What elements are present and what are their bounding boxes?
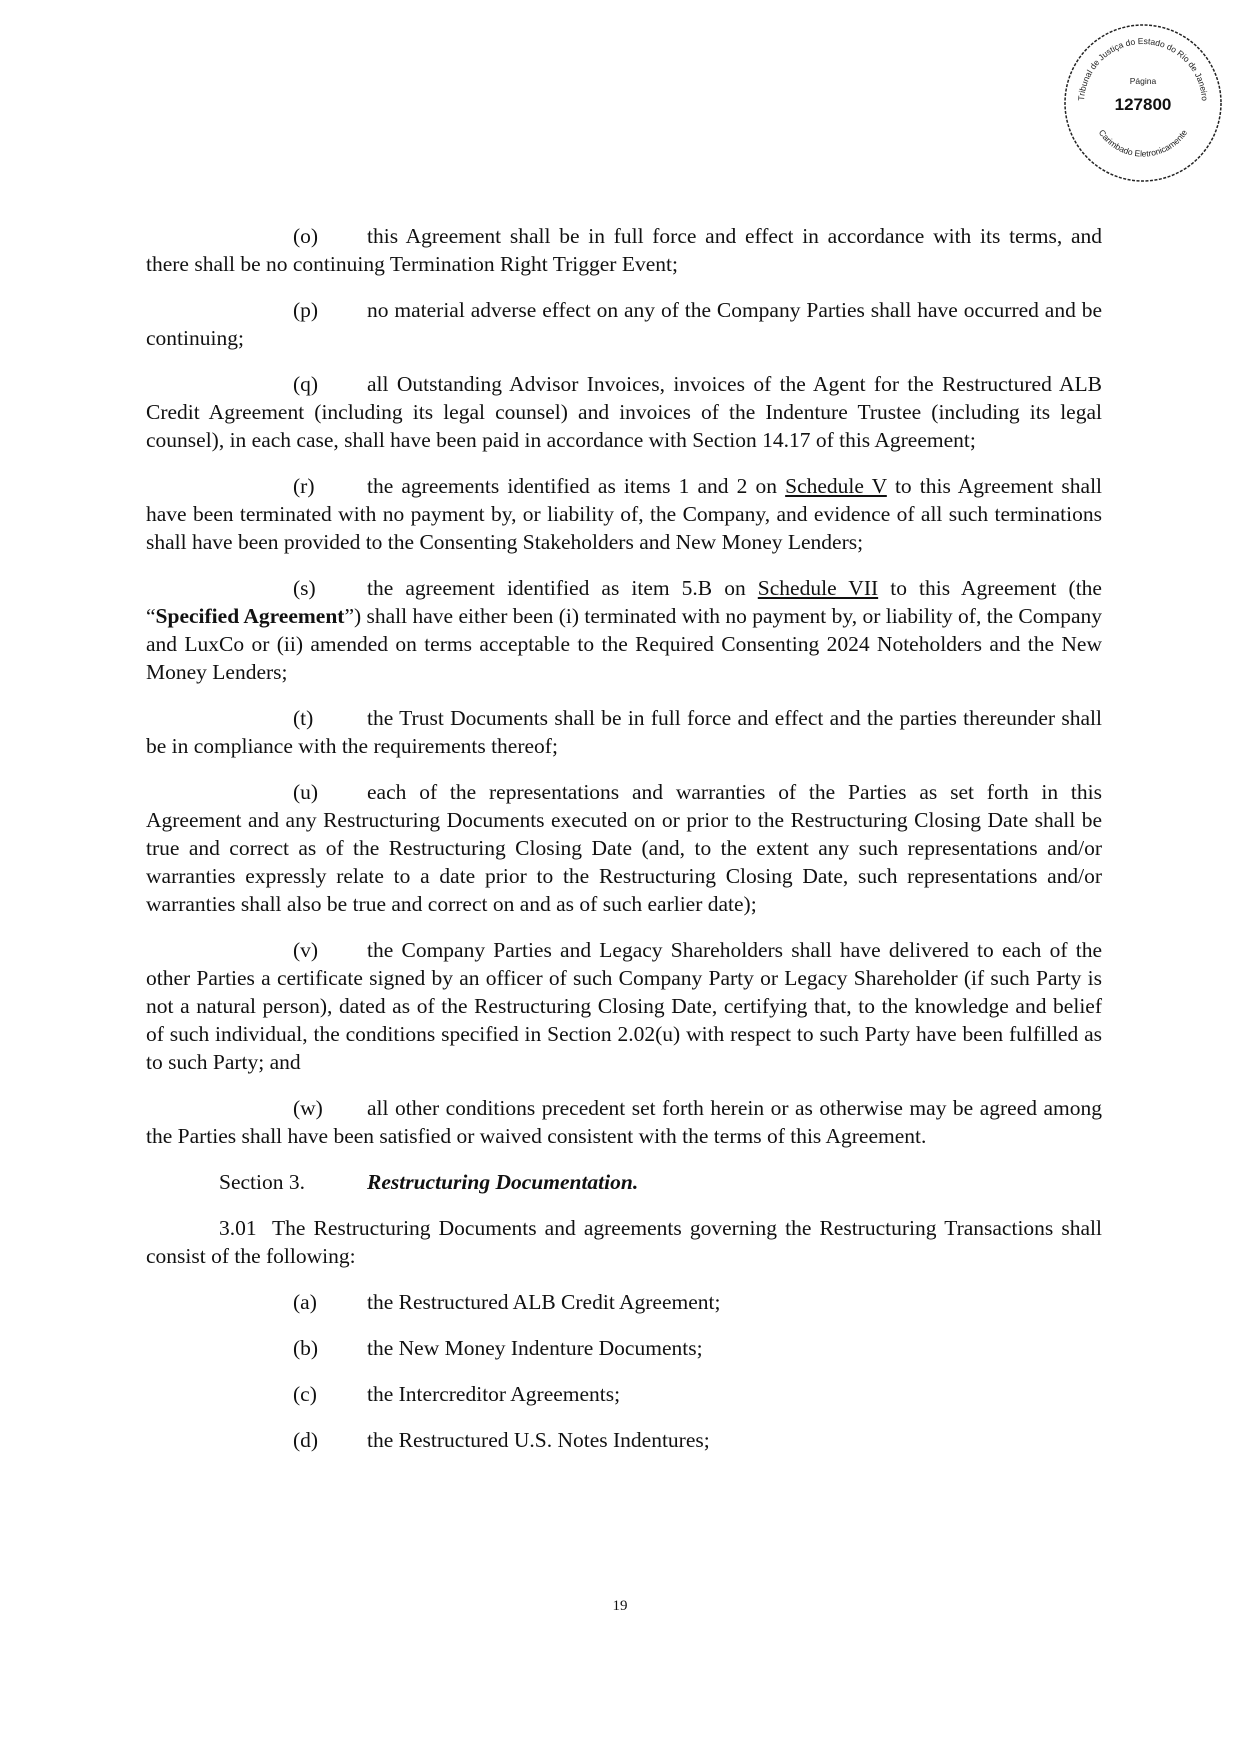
clause-s — [146, 574, 1102, 686]
seal-label: Página — [1129, 76, 1157, 86]
clause-w — [146, 1094, 1102, 1150]
section-number: Section 3. — [219, 1170, 305, 1194]
subsection-text: The Restructuring Documents and agreements governing the Restructuring Transactions shall consist of the following: — [146, 1216, 1102, 1268]
clause-text: this Agreement shall be in full force and effect in accordance with its terms, and there shall be no continuing Termination Right Trigger Event; — [146, 224, 1102, 276]
clause-label: (r) — [293, 474, 315, 498]
clause-q — [146, 370, 1102, 454]
clause-label: (v) — [293, 938, 319, 962]
list-item-label: (a) — [293, 1290, 317, 1314]
clause-label: (p) — [293, 298, 319, 322]
clause-label: (o) — [293, 224, 319, 248]
list-item-text: the Restructured U.S. Notes Indentures; — [367, 1428, 710, 1452]
list-item — [146, 1426, 1102, 1454]
page-number: 19 — [612, 1598, 628, 1614]
list-item-text: the New Money Indenture Documents; — [367, 1336, 703, 1360]
list-item-text: the Intercreditor Agreements; — [367, 1382, 621, 1406]
clause-label: (s) — [293, 576, 316, 600]
clause-text: no material adverse effect on any of the Company Parties shall have occurred and be continuing; — [146, 298, 1102, 350]
clause-t — [146, 704, 1102, 760]
subsection-number: 3.01 — [219, 1216, 257, 1240]
clause-label: (w) — [293, 1096, 323, 1120]
clause-text-pre: the agreement identified as item 5.B on — [367, 576, 758, 600]
list-item — [146, 1288, 1102, 1316]
clause-label: (q) — [293, 372, 319, 396]
document-body — [146, 222, 1102, 1472]
seal-arc-bottom: Carimbado Eletronicamente — [1096, 127, 1190, 159]
clause-text-post: to this Agreement shall have been terminated with no payment by, or liability of, the Company, and evidence of all such terminations shall have been provided to the Consenting Stakeholders and New Money Lenders; — [146, 474, 1103, 554]
list-item-label: (b) — [293, 1336, 319, 1360]
section-heading — [219, 1168, 1102, 1196]
clause-o — [146, 222, 1102, 278]
clause-text: all other conditions precedent set forth herein or as otherwise may be agreed among the Parties shall have been satisfied or waived consistent with the terms of this Agreement. — [146, 1096, 1102, 1148]
clause-text-mid: to this Agreement (the “ — [146, 576, 1102, 628]
clause-v — [146, 936, 1102, 1076]
clause-text: each of the representations and warranties of the Parties as set forth in this Agreement and any Restructuring Documents executed on or prior to the Restructuring Closing Date shall be true and correct as of the Restructuring Closing Date (and, to the extent any such representations and/or warranties expressly relate to a date prior to the Restructuring Closing Date, such representations and/or warranties shall also be true and correct on and as of such earlier date); — [146, 780, 1102, 916]
clause-text: the Company Parties and Legacy Shareholders shall have delivered to each of the other Parties a certificate signed by an officer of such Company Party or Legacy Shareholder (if such Party is not a natural person), dated as of the Restructuring Closing Date, certifying that, to the knowledge and belief of such individual, the conditions specified in Section 2.02(u) with respect to such Party have been fulfilled as to such Party; and — [146, 938, 1102, 1074]
seal-arc-top: Tribunal de Justiça do Estado do Rio de Janeiro — [1076, 35, 1210, 102]
list-item-label: (d) — [293, 1428, 319, 1452]
clause-text-post: ”) shall have either been (i) terminated with no payment by, or liability of, the Company and LuxCo or (ii) amended on terms acceptable to the Required Consenting 2024 Noteholders and the New Money Lenders; — [146, 604, 1102, 684]
schedule-vii-reference: Schedule VII — [757, 576, 879, 600]
court-seal-stamp — [1062, 22, 1224, 184]
clause-text: the Trust Documents shall be in full force and effect and the parties thereunder shall be in compliance with the requirements thereof; — [146, 706, 1102, 758]
clause-p — [146, 296, 1102, 352]
clause-label: (u) — [293, 780, 319, 804]
clause-text-pre: the agreements identified as items 1 and 2 on — [367, 474, 786, 498]
list-item-label: (c) — [293, 1382, 317, 1406]
section-title: Restructuring Documentation. — [367, 1170, 639, 1194]
clause-label: (t) — [293, 706, 314, 730]
list-item — [146, 1334, 1102, 1362]
svg-text:Tribunal de Justiça do Estado — [1076, 36, 1210, 102]
defined-term: Specified Agreement — [155, 604, 345, 628]
list-item — [146, 1380, 1102, 1408]
svg-text:Carimbado Eletronicamente — [1097, 128, 1190, 159]
clause-text: all Outstanding Advisor Invoices, invoices of the Agent for the Restructured ALB Credit Agreement (including its legal counsel) and invoices of the Indenture Trustee (including its legal counsel), in each case, shall have been paid in accordance with Section 14.17 of this Agreement; — [146, 372, 1102, 452]
subsection-3-01 — [146, 1214, 1102, 1270]
clause-r — [146, 472, 1102, 556]
clause-u — [146, 778, 1102, 918]
list-item-text: the Restructured ALB Credit Agreement; — [367, 1290, 721, 1314]
seal-number: 127800 — [1114, 95, 1172, 114]
schedule-v-reference: Schedule V — [785, 474, 887, 498]
